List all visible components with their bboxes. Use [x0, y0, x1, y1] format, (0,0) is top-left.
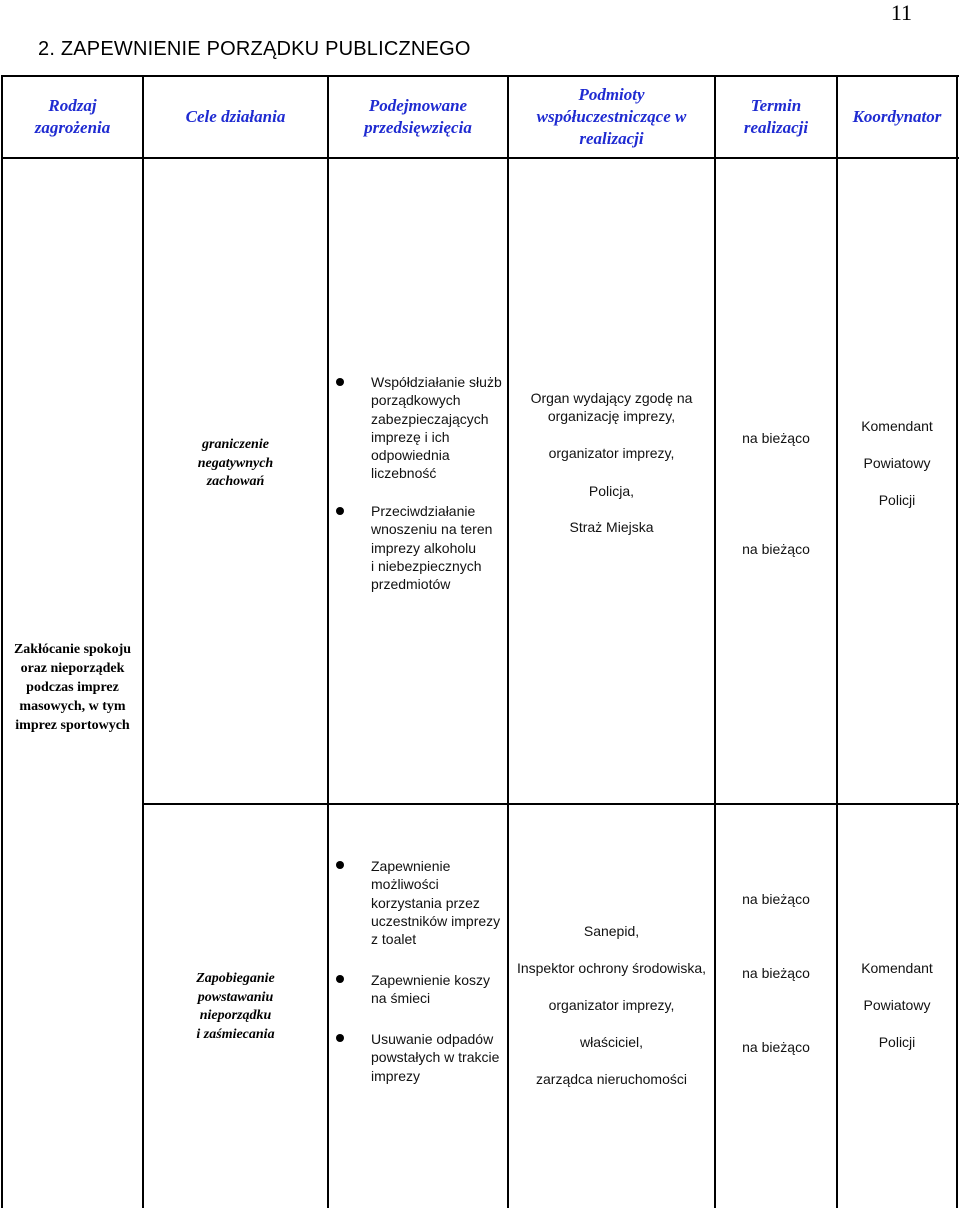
- header-koordynator: Koordynator: [852, 107, 942, 126]
- section-title: 2. ZAPEWNIENIE PORZĄDKU PUBLICZNEGO: [38, 38, 471, 60]
- row1-coordinator-3: Policji: [878, 492, 916, 508]
- header-termin-realizacji: Termin realizacji: [743, 96, 809, 137]
- header-bottom-border: [1, 157, 959, 159]
- row2-coordinator-3: Policji: [878, 1034, 916, 1050]
- row1-partner-1: Organ wydający zgodę na: [530, 390, 693, 406]
- page-number: 11: [890, 0, 912, 25]
- row2-coordinator-1: Komendant: [861, 960, 933, 976]
- row2-partner-3: organizator imprezy,: [548, 997, 675, 1013]
- row1-partner-5: Straż Miejska: [569, 519, 654, 535]
- row2-term-1: na bieżąco: [742, 891, 810, 907]
- header-podmioty: Podmioty współuczestniczące w realizacji: [536, 85, 687, 148]
- header-podejmowane-przedsiewziecia: Podejmowane przedsięwzięcia: [364, 96, 472, 137]
- row2-partner-5: zarządca nieruchomości: [536, 1071, 687, 1087]
- row1-goal: graniczenie negatywnych zachowań: [197, 437, 274, 489]
- row1-partner-2: organizację imprezy,: [547, 408, 676, 424]
- row1-action-1: Współdziałanie służb porządkowych zabezpieczających imprezę i ich odpowiednia liczebność: [371, 374, 502, 482]
- table-right-border: [956, 75, 958, 1208]
- row1-coordinator-2: Powiatowy: [863, 455, 931, 471]
- row2-action-1: Zapewnienie możliwości korzystania przez uczestników imprezy z toalet: [371, 858, 501, 948]
- header-rodzaj-zagrozenia: Rodzaj zagrożenia: [34, 96, 111, 137]
- row1-term-1: na bieżąco: [742, 430, 810, 446]
- row2-partner-1: Sanepid,: [583, 923, 640, 939]
- row2-partner-4: właściciel,: [579, 1034, 643, 1050]
- row2-coordinator-2: Powiatowy: [863, 997, 931, 1013]
- row1-coordinator-1: Komendant: [861, 418, 933, 434]
- row2-term-2: na bieżąco: [742, 965, 810, 981]
- row2-term-3: na bieżąco: [742, 1039, 810, 1055]
- row2-action-2: Zapewnienie koszy na śmieci: [371, 972, 491, 1007]
- bullet-icon: [336, 507, 344, 515]
- row1-partner-3: organizator imprezy,: [548, 445, 675, 461]
- row2-action-3: Usuwanie odpadów powstałych w trakcie imprezy: [371, 1031, 500, 1084]
- row1-action-2: Przeciwdziałanie wnoszeniu na teren imprezy alkoholu i niebezpiecznych przedmiotów: [371, 503, 493, 593]
- bullet-icon: [336, 1034, 344, 1042]
- header-cele-dzialania: Cele działania: [185, 107, 286, 126]
- bullet-icon: [336, 975, 344, 983]
- row1-term-2: na bieżąco: [742, 541, 810, 557]
- bullet-icon: [336, 861, 344, 869]
- row1-partner-4: Policja,: [588, 483, 635, 499]
- row2-goal: Zapobieganie powstawaniu nieporządku i zaśmiecania: [196, 971, 275, 1042]
- column-divider-2: [327, 75, 329, 1208]
- row2-partner-2: Inspektor ochrony środowiska,: [516, 960, 707, 976]
- bullet-icon: [336, 378, 344, 386]
- threat-description: Zakłócanie spokoju oraz nieporządek podczas imprez masowych, w tym imprez sportowych: [13, 642, 132, 733]
